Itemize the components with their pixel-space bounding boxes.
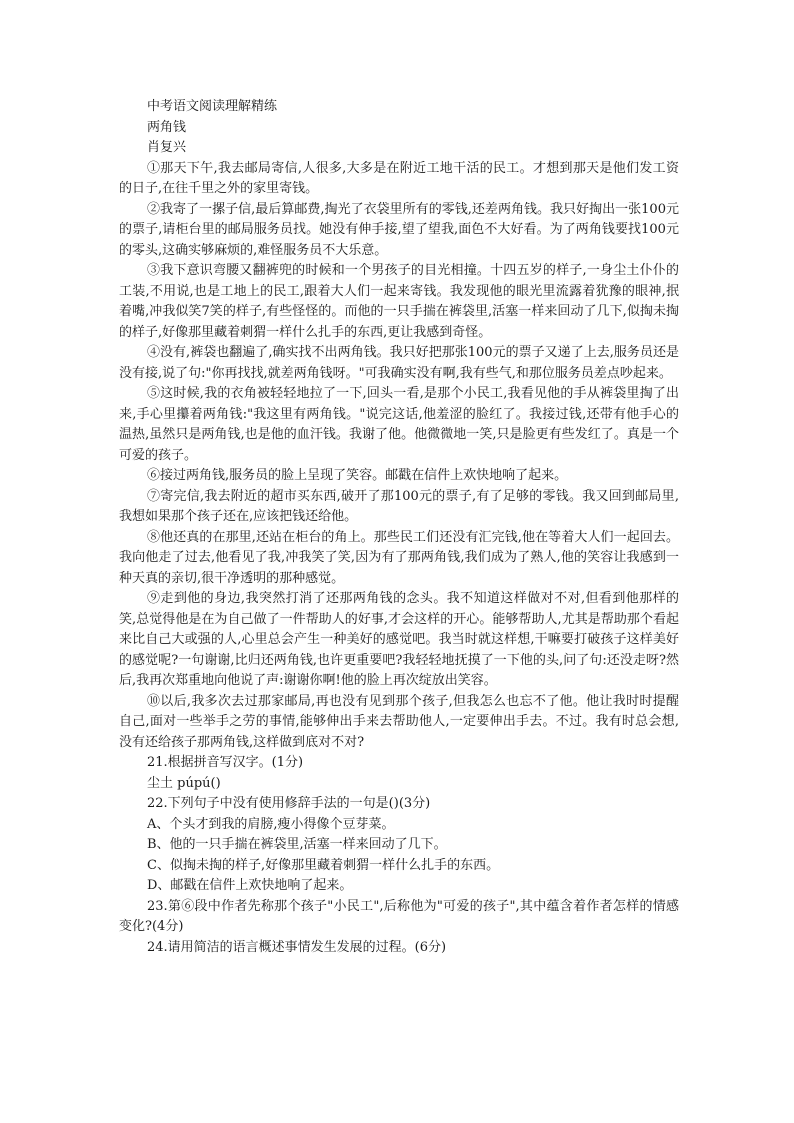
question-24: 24.请用简洁的语言概述事情发生发展的过程。(6分) — [147, 939, 447, 955]
question-22-option-a: A、个头才到我的肩膀,瘦小得像个豆芽菜。 — [147, 816, 395, 832]
article-title: 两角钱 — [147, 119, 187, 135]
question-21: 21.根据拼音写汉字。(1分) — [147, 755, 304, 770]
question-23: 23.第⑥段中作者先称那个孩子"小民工",后称他为"可爱的孩子",其中蕴含着作者怎样的情感变化?(4分) — [119, 898, 679, 934]
document-title: 中考语文阅读理解精练 — [147, 99, 278, 114]
document-body — [119, 97, 679, 958]
question-22: 22.下列句子中没有使用修辞手法的一句是()(3分) — [147, 796, 431, 811]
question-21-item: 尘土 púpú() — [147, 775, 221, 791]
question-22-option-d: D、邮戳在信件上欢快地响了起来。 — [147, 878, 353, 893]
paragraph-3: ③我下意识弯腰又翻裤兜的时候和一个男孩子的目光相撞。十四五岁的样子,一身尘土仆仆的工装,不用说,也是工地上的民工,跟着大人们一起来寄钱。我发现他的眼光里流露着犹豫的眼神,抿着嘴,冲我似笑7笑的样子,有些怪怪的。而他的一只手揣在裤袋里,活塞一样来回动了几下,似掏未掏的样子,好像那里藏着刺猬一样什么扎手的东西,更让我感到奇怪。 — [119, 263, 679, 340]
paragraph-7: ⑦寄完信,我去附近的超市买东西,破开了那100元的票子,有了足够的零钱。我又回到邮局里,我想如果那个孩子还在,应该把钱还给他。 — [119, 488, 679, 524]
paragraph-6: ⑥接过两角钱,服务员的脸上呈现了笑容。邮戳在信件上欢快地响了起来。 — [147, 468, 568, 483]
question-22-option-b: B、他的一只手揣在裤袋里,活塞一样来回动了几下。 — [147, 837, 447, 852]
paragraph-8: ⑧他还真的在那里,还站在柜台的角上。那些民工们还没有汇完钱,他在等着大人们一起回去。我向他走了过去,他看见了我,冲我笑了笑,因为有了那两角钱,我们成为了熟人,他的笑容让我感到一种天真的亲切,很干净透明的那种感觉。 — [119, 529, 679, 586]
paragraph-4: ④没有,裤袋也翻遍了,确实找不出两角钱。我只好把那张100元的票子又递了上去,服务员还是没有接,说了句:"你再找找,就差两角钱呀。"可我确实没有啊,我有些气,和那位服务员差点吵起来。 — [119, 345, 679, 381]
paragraph-5: ⑤这时候,我的衣角被轻轻地拉了一下,回头一看,是那个小民工,我看见他的手从裤袋里掏了出来,手心里攥着两角钱:"我这里有两角钱。"说完这话,他羞涩的脸红了。我接过钱,还带有他手心的温热,虽然只是两角钱,也是他的血汗钱。我谢了他。他微微地一笑,只是脸更有些发红了。真是一个可爱的孩子。 — [119, 386, 679, 463]
paragraph-10: ⑩以后,我多次去过那家邮局,再也没有见到那个孩子,但我怎么也忘不了他。他让我时时提醒自己,面对一些举手之劳的事情,能够伸出手来去帮助他人,一定要伸出手去。不过。我有时总会想,没有还给孩子那两角钱,这样做到底对不对? — [119, 693, 679, 750]
article-author: 肖复兴 — [147, 140, 187, 155]
question-22-option-c: C、似掏未掏的样子,好像那里藏着刺猬一样什么扎手的东西。 — [147, 857, 500, 873]
paragraph-9: ⑨走到他的身边,我突然打消了还那两角钱的念头。我不知道这样做对不对,但看到他那样的笑,总觉得他是在为自己做了一件帮助人的好事,才会这样的开心。能够帮助人,尤其是帮助那个看起来比自己大或强的人,心里总会产生一种美好的感觉吧。我当时就这样想,干嘛要打破孩子这样美好的感觉呢?一句谢谢,比归还两角钱,也许更重要吧?我轻轻地抚摸了一下他的头,问了句:还没走呀?然后,我再次郑重地向他说了声:谢谢你啊!他的脸上再次绽放出笑容。 — [119, 591, 679, 688]
paragraph-1: ①那天下午,我去邮局寄信,人很多,大多是在附近工地干活的民工。才想到那天是他们发工资的日子,在往千里之外的家里寄钱。 — [119, 160, 679, 196]
paragraph-2: ②我寄了一摞子信,最后算邮费,掏光了衣袋里所有的零钱,还差两角钱。我只好掏出一张100元的票子,请柜台里的邮局服务员找。她没有伸手接,望了望我,面色不大好看。为了两角钱要找100元的零头,这确实够麻烦的,难怪服务员不大乐意。 — [119, 201, 679, 258]
